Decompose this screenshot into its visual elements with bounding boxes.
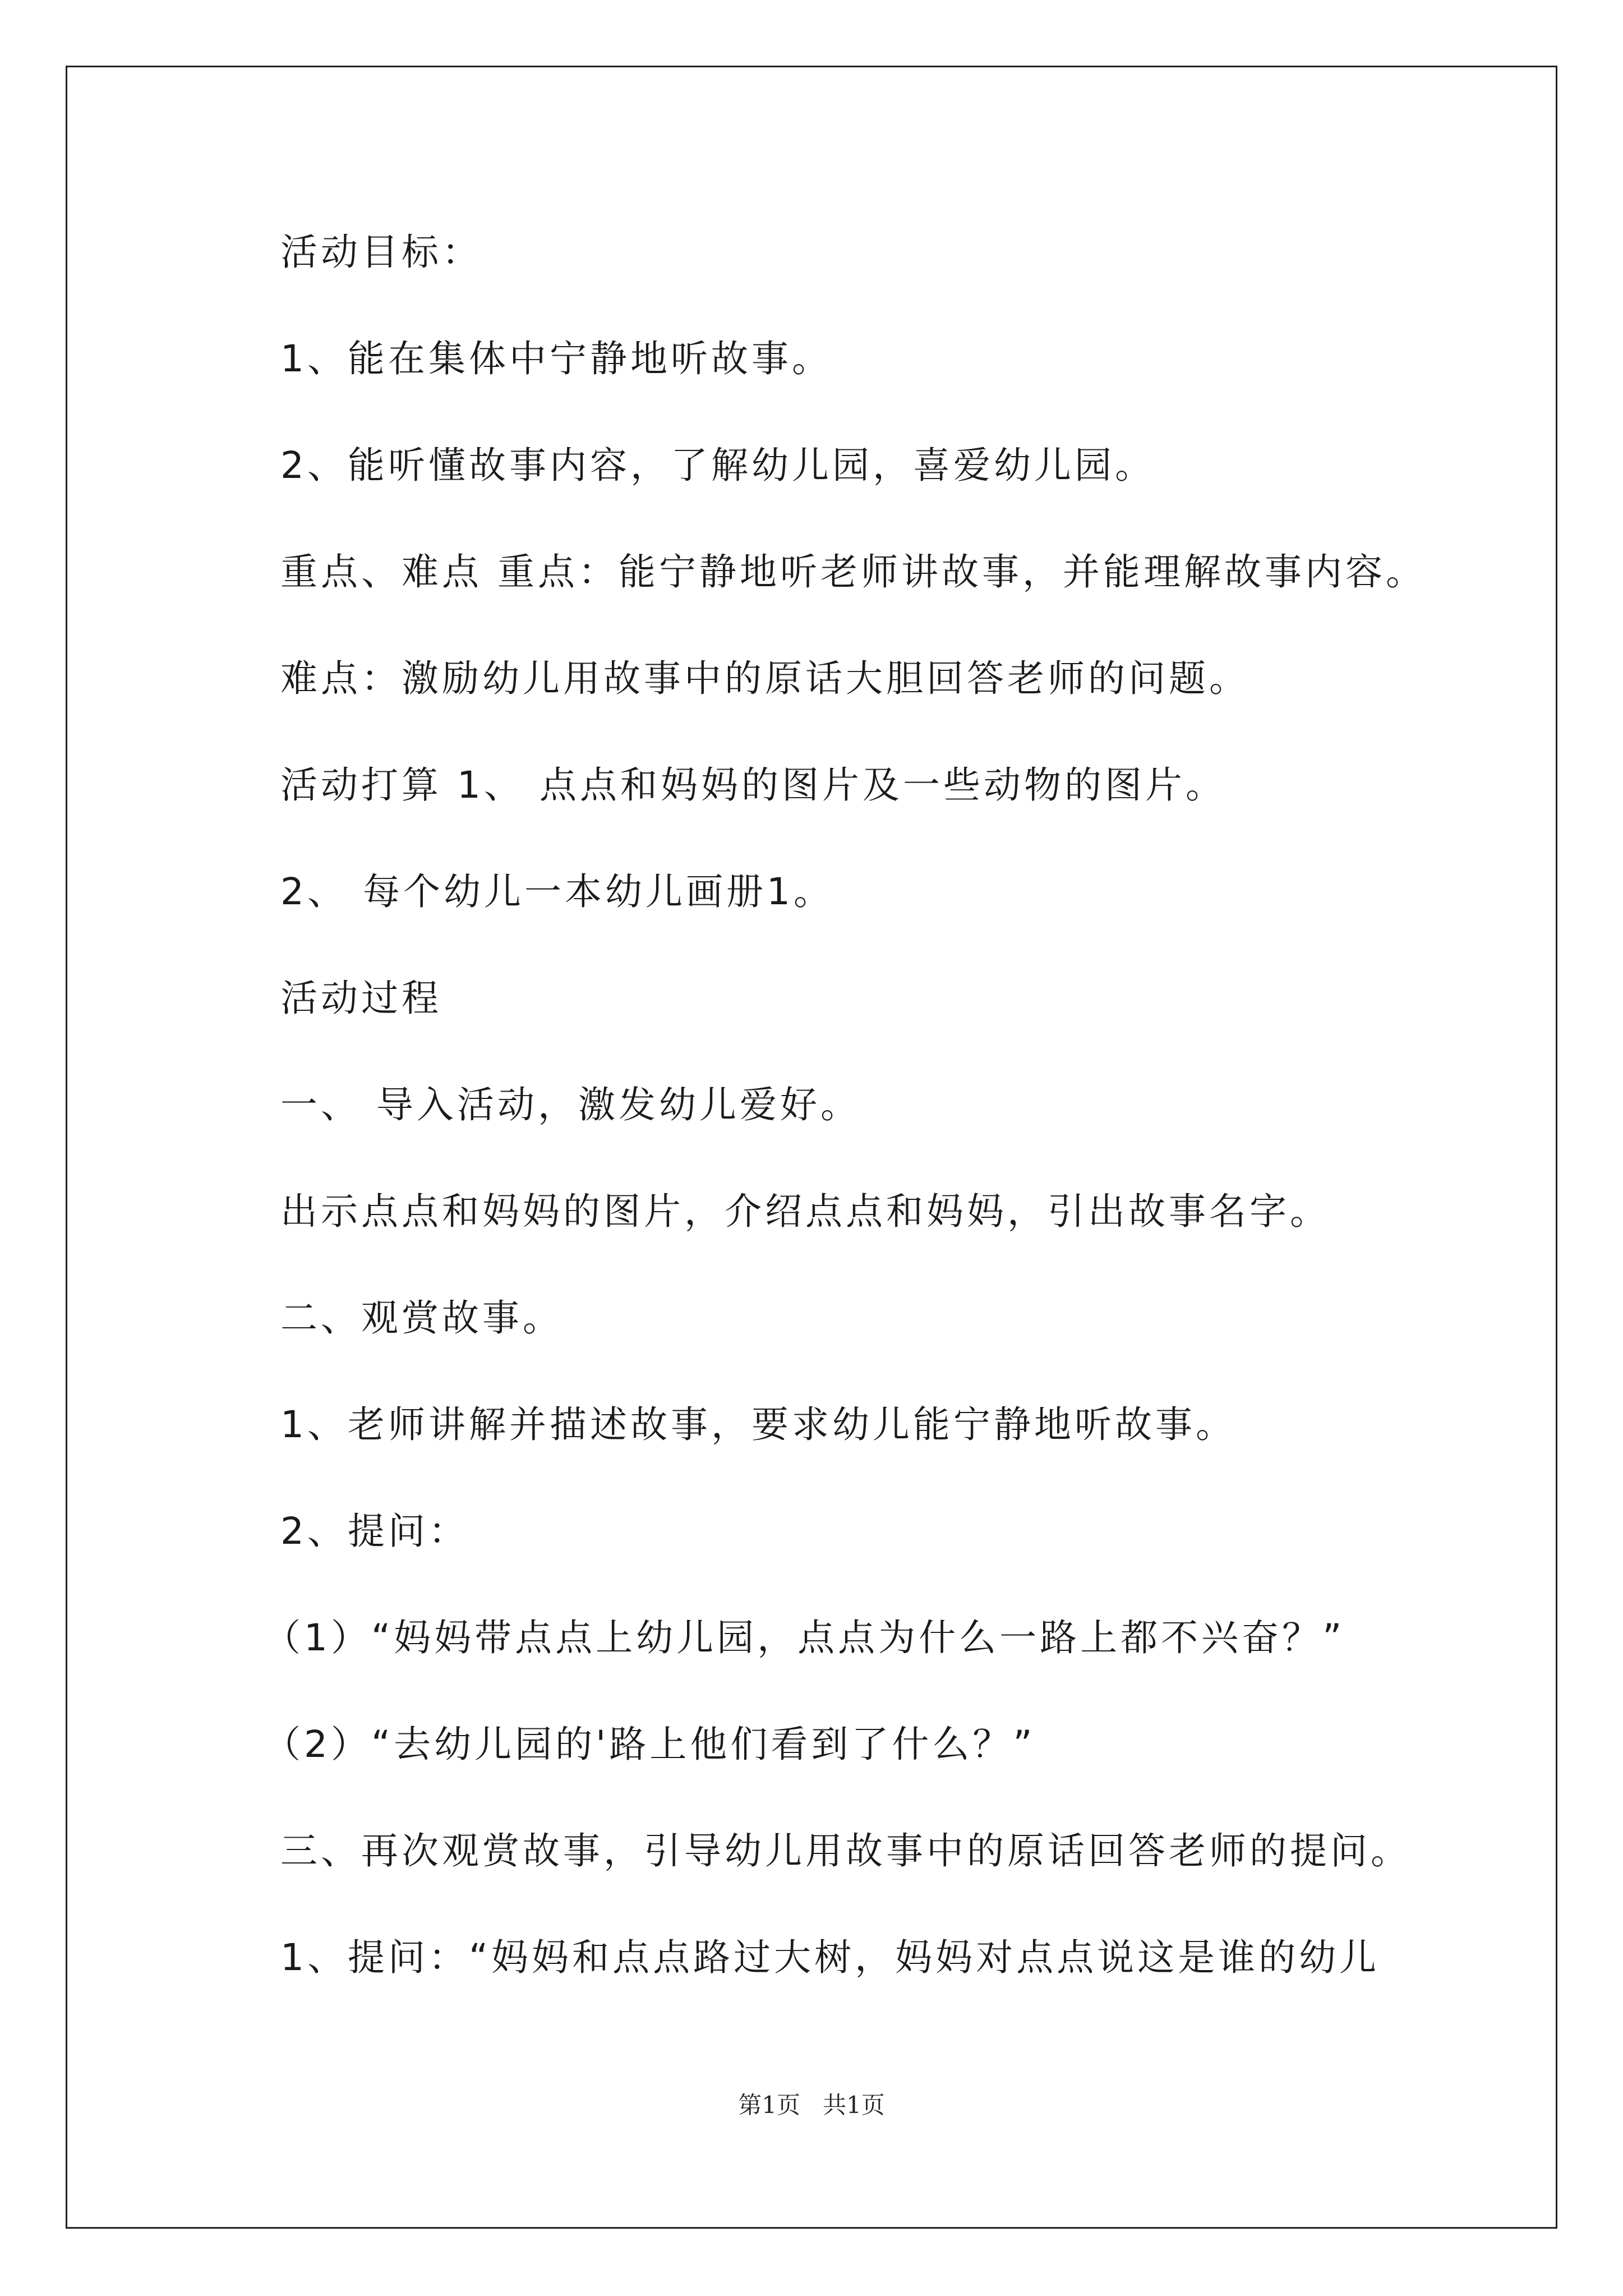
process-step-2-item-2: 2、提问： bbox=[280, 1510, 469, 1553]
key-points: 重点、难点 重点：能宁静地听老师讲故事，并能理解故事内容。 bbox=[280, 550, 1426, 593]
process-step-2: 二、观赏故事。 bbox=[280, 1296, 563, 1340]
preparation-item-2: 2、 每个幼儿一本幼儿画册1。 bbox=[280, 870, 834, 913]
process-step-3-item-1: 1、提问：“妈妈和点点路过大树，妈妈对点点说这是谁的幼儿 bbox=[280, 1936, 1380, 1979]
process-step-1: 一、 导入活动，激发幼儿爱好。 bbox=[280, 1083, 861, 1126]
heading-activity-process: 活动过程 bbox=[280, 977, 442, 1020]
difficulty: 难点：激励幼儿用故事中的原话大胆回答老师的问题。 bbox=[280, 657, 1249, 700]
preparation-item-1: 活动打算 1、 点点和妈妈的图片及一些动物的图片。 bbox=[280, 763, 1226, 807]
question-1: （1）“妈妈带点点上幼儿园，点点为什么一路上都不兴奋？” bbox=[264, 1616, 1345, 1659]
goal-item-1: 1、能在集体中宁静地听故事。 bbox=[280, 337, 832, 380]
heading-activity-goals: 活动目标： bbox=[280, 231, 482, 274]
goal-item-2: 2、能听懂故事内容，了解幼儿园，喜爱幼儿园。 bbox=[280, 444, 1155, 487]
question-2: （2）“去幼儿园的'路上他们看到了什么？” bbox=[264, 1723, 1036, 1766]
process-step-1-detail: 出示点点和妈妈的图片，介绍点点和妈妈，引出故事名字。 bbox=[280, 1190, 1330, 1233]
page-footer: 第1页 共1页 bbox=[738, 2091, 885, 2119]
process-step-3: 三、再次观赏故事，引导幼儿用故事中的原话回答老师的提问。 bbox=[280, 1829, 1411, 1872]
process-step-2-item-1: 1、老师讲解并描述故事，要求幼儿能宁静地听故事。 bbox=[280, 1403, 1236, 1446]
